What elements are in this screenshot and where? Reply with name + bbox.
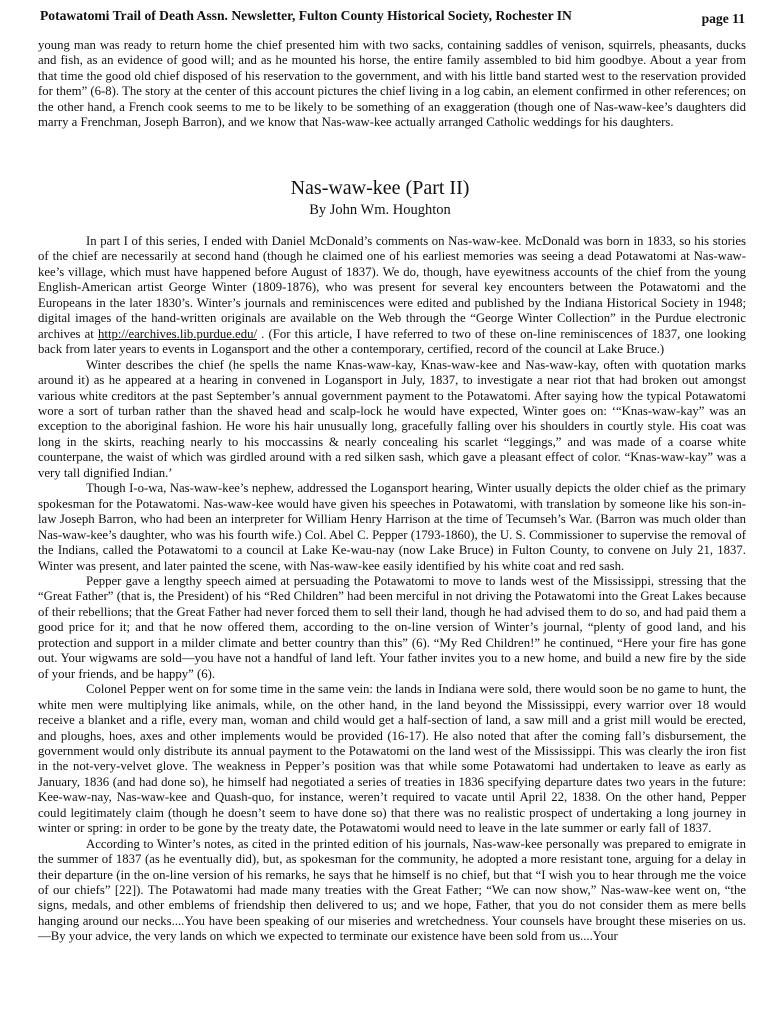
paragraph-6: According to Winter’s notes, as cited in the printed edition of his journals, Nas-waw-kee personally was prepared to emigrate in the summer of 1837 (as he eventually did), but, as spokesman for the community, he adopted a more resistant tone, arguing for a delay in their departure (in the on-line version of his remarks, he says that he himself is no chief, but that “I wish you to hear through me the voice of our chiefs” [22]). The Potawatomi had made many treaties with the Great Father; “We can now show,” Nas-waw-kee went on, “the signs, medals, and other emblems of friendship then delivered to us; and we hope, Father, that you do not consider them as mere bells hanging around our necks....You have been speaking of our miseries and wretchedness. Your counsels have brought these miseries on us.—By your advice, the very lands on which we expected to terminate our existence have been sold from us....Your bbox=[38, 836, 746, 944]
paragraph-4: Pepper gave a lengthy speech aimed at persuading the Potawatomi to move to lands west of the Mississippi, stressing that the “Great Father” (that is, the President) of his “Red Children” had been merciful in not driving the Potawatomi into the Great Lakes because of their rebellions; that the Great Father had never forced them to sell their land, though he had advised them to do so, and had paid them a good price for it; and that he now offered them, according to the on-line version of Winter’s journal, “plenty of good land, and his protection and support in a milder climate and better country than this” (6). “My Red Children!” he continued, “Here your fire has gone out. Your wigwams are sold—you have not a handful of land left. Your father invites you to a new home, and build a new fire by the side of your friends, and be happy” (6). bbox=[38, 573, 746, 681]
purdue-archive-link[interactable]: http://earchives.lib.purdue.edu/ bbox=[98, 326, 258, 341]
paragraph-5: Colonel Pepper went on for some time in the same vein: the lands in Indiana were sold, there would soon be no game to hunt, the white men were multiplying like animals, while, on the other hand, in the land beyond the Mississippi, every warrior over 18 would receive a blanket and a rifle, every man, woman and child would get a half-section of land, a saw mill and a grist mill would be erected, and ploughs, hoes, axes and other implements would be provided (16-17). He also noted that after the coming fall’s disbursement, the government would only distribute its annual payment to the Potawatomi on the land west of the Mississippi. This was clearly the iron fist in the not-very-velvet glove. The weakness in Pepper’s position was that while some Potawatomi had undertaken to leave as early as January, 1836 (and had done so), he himself had negotiated a series of treaties in 1836 specifying departure dates two years in the future: Kee-waw-nay, Nas-waw-kee and Quash-quo, for instance, weren’t required to vacate until April 22, 1838. On the other hand, Pepper could legitimately claim (though he doesn’t seem to have done so) that there was no realistic prospect of undertaking a long journey in winter or spring: in order to be gone by the treaty date, the Potawatomi would need to leave in the late summer or early fall of 1837. bbox=[38, 682, 746, 836]
page-number: page 11 bbox=[701, 11, 745, 26]
paragraph-2: Winter describes the chief (he spells the name Knas-waw-kay, Knas-waw-kee and Nas-waw-kay, often with quotation marks around it) as he appeared at a hearing in convened in Logansport in July, 1837, to investigate a near riot that had broken out amongst various white creditors at the past September’s annual government payment to the Potawatomi. After saying how the typical Potawatomi wore a sort of turban rather than the shaved head and scalp-lock he would have expected, Winter goes on: ‘“Knas-waw-kay” was an exception to the aboriginal fashion. He wore his hair unusually long, gracefully falling over his shoulders in courtly style. His coat was long in the skirts, reaching nearly to his moccassins & nearly concealing his scarlet “leggings,” and was made of a coarse white counterpane, the waist of which was girdled around with a red silken sash, which gave a pleasant effect of color. “Knas-waw-kay” was a very tall dignified Indian.’ bbox=[38, 357, 746, 480]
paragraph-1-text-end: . (For this article, I have referred to two of these on-line reminiscences of 1837, one looking back from later years to events in Logansport and the other a contemporary, certified, record of the council at Lake Bruce.) bbox=[38, 326, 747, 357]
article-body bbox=[38, 234, 746, 945]
newsletter-title: Potawatomi Trail of Death Assn. Newsletter, Fulton County Historical Society, Rochester IN bbox=[40, 8, 572, 23]
newsletter-header bbox=[40, 8, 745, 28]
intro-paragraph: young man was ready to return home the chief presented him with two sacks, containing saddles of venison, squirrels, pheasants, ducks and fish, as an evidence of good will; and as he mounted his horse, the entire family assembled to bid him goodbye. About a year from that time the good old chief disposed of his reservation to the government, and with his little band started west to the reservation provided for them” (6-8). The story at the center of this account pictures the chief living in a log cabin, an element confirmed in other references; on the other hand, a French cook seems to me to be likely to be something of an exaggeration (though one of Nas-waw-kee’s daughters did marry a Frenchman, Joseph Barron), and we know that Nas-waw-kee actually arranged Catholic weddings for his daughters. bbox=[38, 38, 746, 130]
paragraph-1-text: In part I of this series, I ended with Daniel McDonald’s comments on Nas-waw-kee. McDonald was born in 1833, so his stories of the chief are necessarily at second hand (though he claimed one of his earliest memories was seeing a dead Potawatomi at Nas-waw-kee’s village, which must have happened before August of 1837). We do, though, have eyewitness accounts of the chief from the young English-American artist George Winter (1809-1876), who was present for several key encounters between the Potawatomi and the Europeans in the later 1830’s. Winter’s journals and reminiscences were edited and published by the Indiana Historical Society in 1948; digital images of the hand-written originals are available on the Web through the “George Winter Collection” in the Purdue electronic archives at bbox=[38, 234, 746, 341]
article-byline: By John Wm. Houghton bbox=[309, 202, 451, 218]
paragraph-3: Though I-o-wa, Nas-waw-kee’s nephew, addressed the Logansport hearing, Winter usually depicts the older chief as the primary spokesman for the Potawatomi. Nas-waw-kee would have given his speeches in Potawatomi, with translation by someone like his son-in-law Joseph Barron, who had been an interpreter for William Henry Harrison at the time of Tecumseh’s War. (Barron was much older than Nas-waw-kee’s daughter, who was his fourth wife.) Col. Abel C. Pepper (1793-1860), the U. S. Commissioner to supervise the removal of the Indians, called the Potawatomi to a council at Lake Ke-wau-nay (now Lake Bruce) in Fulton County, to convene on July 21, 1837. Winter was present, and later painted the scene, with Nas-waw-kee easily identified by his white coat and red sash. bbox=[38, 481, 746, 573]
article-title: Nas-waw-kee (Part II) bbox=[290, 177, 470, 199]
paragraph-1 bbox=[38, 234, 746, 358]
